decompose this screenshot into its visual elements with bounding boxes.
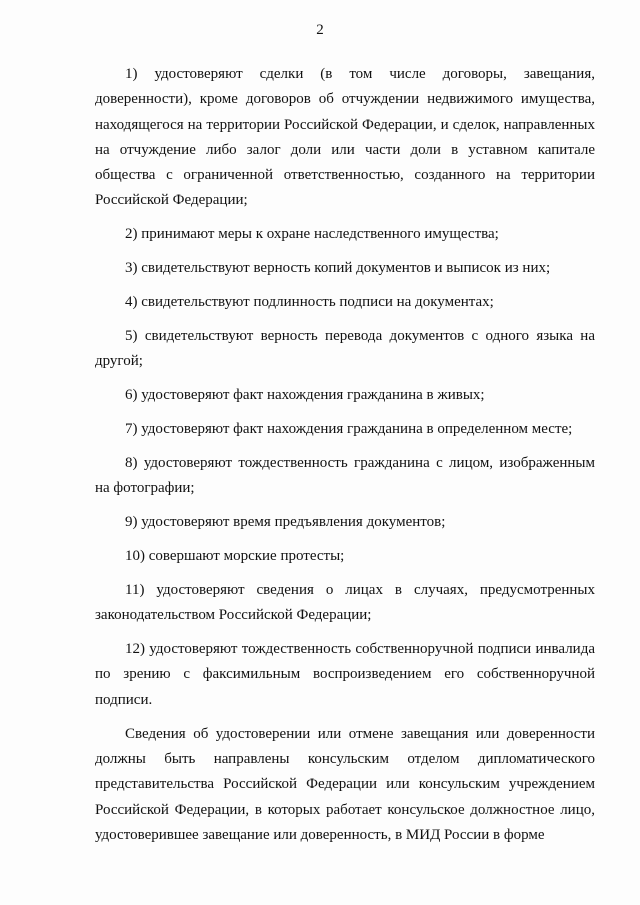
paragraph-item-7: 7) удостоверяют факт нахождения гражданина в определенном месте; — [125, 421, 573, 438]
paragraph-item-8: 8) удостоверяют тождественность гражданина с лицом, изображенным на фотографии; — [95, 455, 595, 497]
paragraph-item-12: 12) удостоверяют тождественность собственноручной подписи инвалида по зрению с факсимильным воспроизведением его собственноручной подписи. — [95, 641, 595, 708]
paragraph-item-4: 4) свидетельствуют подлинность подписи на документах; — [125, 294, 494, 311]
paragraph-notification: Сведения об удостоверении или отмене завещания или доверенности должны быть направлены консульским отделом дипломатического представительства Российской Федерации или консульским учреждением Российской Федерации, в которых работает консульское должностное лицо, удостоверившее завещание или доверенность, в МИД России в форме — [95, 725, 595, 843]
paragraph-item-1: 1) удостоверяют сделки (в том числе договоры, завещания, доверенности), кроме договоров об отчуждении недвижимого имущества, находящегося на территории Российской Федерации, и сделок, направленных на отчуждение либо залог доли или части доли в уставном капитале общества с ограниченной ответственностью, созданного на территории Российской Федерации; — [95, 66, 595, 209]
page-number: 2 — [316, 22, 324, 38]
paragraph-item-10: 10) совершают морские протесты; — [125, 548, 345, 565]
paragraph-item-6: 6) удостоверяют факт нахождения гражданина в живых; — [125, 387, 485, 404]
paragraph-item-3: 3) свидетельствуют верность копий документов и выписок из них; — [125, 260, 551, 277]
paragraph-item-2: 2) принимают меры к охране наследственного имущества; — [125, 226, 499, 243]
paragraph-item-5: 5) свидетельствуют верность перевода документов с одного языка на другой; — [95, 328, 595, 370]
document-body — [95, 62, 595, 848]
paragraph-item-9: 9) удостоверяют время предъявления документов; — [125, 514, 446, 531]
paragraph-item-11: 11) удостоверяют сведения о лицах в случаях, предусмотренных законодательством Российской Федерации; — [95, 581, 595, 624]
